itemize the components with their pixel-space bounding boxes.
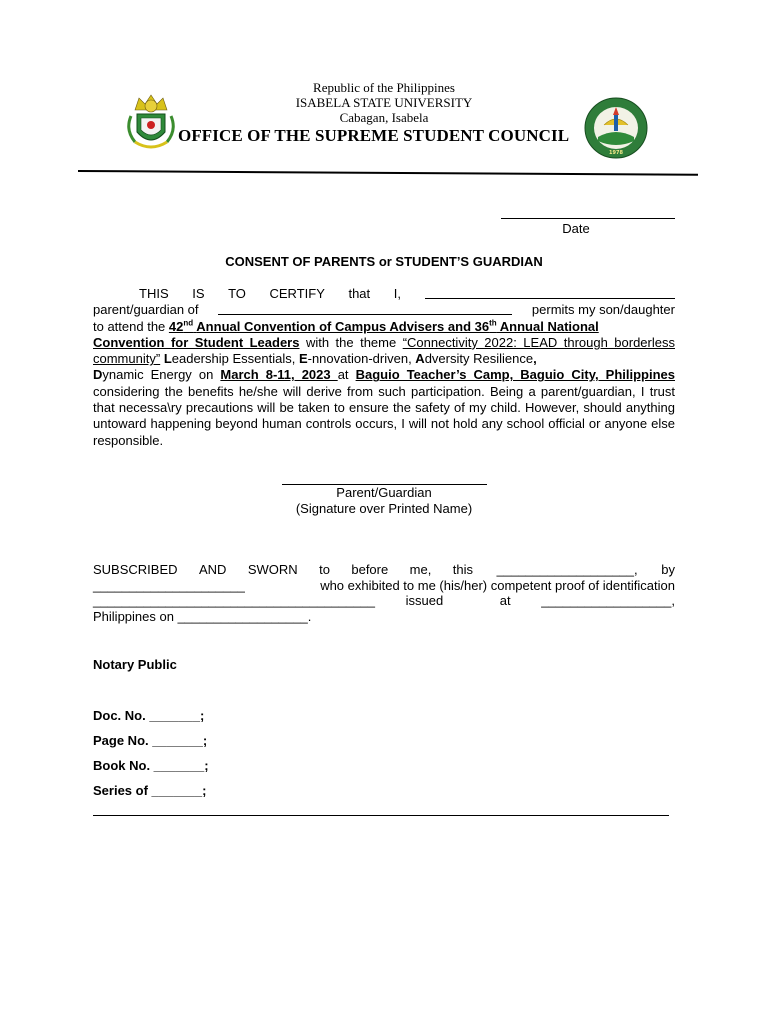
issue-date-blank[interactable]: __________________.	[177, 608, 312, 624]
sworn-paragraph	[93, 562, 675, 624]
convention-text-1: Annual Convention of Campus Advisers and 36	[196, 318, 490, 334]
child-name-field[interactable]	[218, 303, 512, 315]
body-rest-text: considering the benefits he/she will derive from such participation. Being a parent/guardian, I trust that necessa\ry precautions will be taken to ensure the safety of my child. However, should anything untoward happening beyond human controls occurs, I will not hold any school official or anyone else responsible.	[93, 383, 675, 448]
place-blank[interactable]: __________________,	[541, 593, 675, 608]
document-title: CONSENT OF PARENTS or STUDENT’S GUARDIAN	[225, 254, 543, 269]
signature-label: Parent/Guardian	[336, 485, 432, 500]
permits-text: permits my son/daughter	[531, 302, 675, 318]
left-seal-icon	[123, 92, 179, 154]
signature-sublabel: (Signature over Printed Name)	[295, 501, 473, 516]
sworn-date-blank[interactable]: ___________________,	[496, 562, 638, 577]
book-no[interactable]: Book No. _______;	[93, 758, 209, 773]
certify-start: THIS IS TO CERTIFY that I,	[139, 286, 401, 301]
page-no[interactable]: Page No. _______;	[93, 733, 208, 748]
right-seal-icon	[584, 97, 648, 159]
parent-name-field[interactable]	[425, 287, 675, 299]
sworn-by: by	[661, 562, 675, 577]
parent-of-text: parent/guardian of	[93, 302, 199, 318]
convention-sup-1: nd	[183, 318, 194, 328]
right-seal-year: 1978	[609, 150, 623, 156]
series-of[interactable]: Series of _______;	[93, 783, 207, 798]
doc-no[interactable]: Doc. No. _______;	[93, 708, 205, 723]
header-republic: Republic of the Philippines	[313, 80, 455, 95]
bottom-rule	[93, 815, 669, 816]
certification-paragraph: THIS IS TO CERTIFY that I, parent/guardian of permits my son/daughter to attend the 42nd Annual Convention of Campus Advisers and 36th Annual National Convention for Student Leaders with the theme “Connectivity 2022: LEAD through borderless community” Leadership Essentials, E-nnovation-driven, Adversity Resilience, Dynamic Energy on March 8-11, 2023 at Baguio Teacher’s Camp, Baguio City, Philippines considering the benefits he/she will derive from such participation. Being a parent/guardian, I trust that necessa\ry precautions will be taken to ensure the safety of my child. However, should anything untoward happening beyond human controls occurs, I will not hold any school official or anyone else responsible.	[93, 286, 675, 448]
issued-at: issued at	[405, 593, 511, 608]
convention-sup-2: th	[489, 318, 497, 328]
id-blank[interactable]: _______________________________________	[93, 593, 375, 608]
date-label: Date	[562, 221, 590, 236]
affiant-blank[interactable]: _____________________	[93, 577, 245, 593]
header-campus: Cabagan, Isabela	[339, 110, 429, 125]
date-field-line[interactable]	[501, 218, 675, 219]
notary-title: Notary Public	[93, 657, 177, 672]
office-title: OFFICE OF THE SUPREME STUDENT COUNCIL	[178, 126, 570, 145]
philippines-on: Philippines on	[93, 608, 174, 624]
header-university: ISABELA STATE UNIVERSITY	[295, 95, 473, 110]
header-divider	[78, 170, 698, 176]
sworn-line2: who exhibited to me (his/her) competent proof of identification	[320, 577, 675, 593]
sworn-line1: SUBSCRIBED AND SWORN to before me, this	[93, 562, 473, 577]
convention-number-1: 42	[168, 318, 184, 334]
